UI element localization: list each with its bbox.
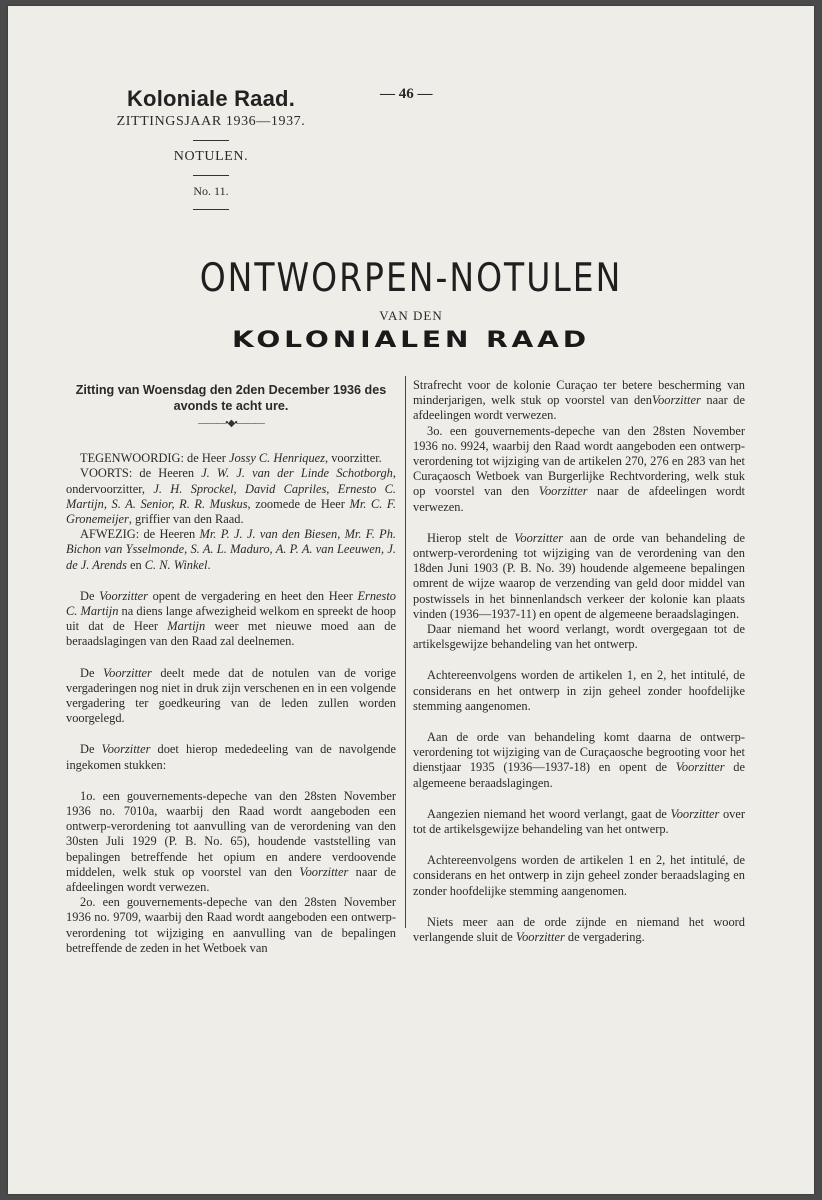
paragraph: Achtereenvolgens worden de artikelen 1 en 2, het intitulé, de considerans en het ontwerp in zijn geheel zonder beraadslaging en zonder hoofdelijke stemming aangenomen. [413,853,745,898]
left-column [66,378,396,956]
session-heading: Zitting van Woensdag den 2den December 1936 des avonds te acht ure. [75,383,387,413]
paragraph: 2o. een gouvernements-depeche van den 28sten November 1936 no. 9709, waarbij den Raad wordt aangeboden een ontwerp-verordening tot wijziging en aanvulling van de bepalingen betreffende de zeden in het Wetboek van [66,895,396,955]
divider [193,209,229,210]
paragraph: 1o. een gouvernements-depeche van den 28sten November 1936 no. 7010a, waarbij den Raad wordt aangeboden een ontwerp-verordening tot aanvulling van de verordening van den 30sten Juli 1929 (P. B. No. 65), houdende vaststelling van bepalingen betreffende het opium en andere verdoovende middelen, welk stuk op voorstel van den Voorzitter naar de afdeelingen wordt verwezen. [66,788,396,895]
paragraph: 3o. een gouvernements-depeche van den 28sten November 1936 no. 9924, waarbij den Raad wordt aangeboden een ontwerp-verordening tot wijziging van de artikelen 270, 276 en 283 van het Curaçaosch Wetboek van Burgerlijke Rechtvordering, welk stuk op voorstel van den Voorzitter naar de afdeelingen wordt verwezen. [413,423,746,514]
paragraph: Aan de orde van behandeling komt daarna de ontwerp-verordening tot wijziging van de Curaçaosche begrooting voor het dienstjaar 1935 (1936—1937-18) en opent de Voorzitter de algemeene beraadslagingen. [413,730,745,790]
column-divider [405,376,406,928]
paragraph: Niets meer aan de orde zijnde en niemand het woord verlangende sluit de Voorzitter de vergadering. [413,914,745,945]
paragraph: Strafrecht voor de kolonie Curaçao ter betere bescherming van minderjarigen, welk stuk op voorstel van denVoorzitter naar de afdeelingen wordt verwezen. [413,378,745,423]
paragraph: Hierop stelt de Voorzitter aan de orde van behandeling de ontwerp-verordening tot wijziging van de verordening van den 18den Juni 1903 (P. B. No. 39) houdende algemeene bepalingen omrent de wijze waarop de verzending van geld door middel van postwissels in het binnenlandsch verkeer der kolonie kan plaats vinden (1936—1937-11) en opent de algemeene beraadslagingen. [413,530,745,621]
paragraph: Aangezien niemand het woord verlangt, gaat de Voorzitter over tot de artikelsgewijze behandeling van het ontwerp. [413,806,745,837]
divider [193,140,229,141]
minutes-label: NOTULEN. [173,149,249,164]
divider [193,175,229,176]
paragraph: De Voorzitter opent de vergadering en heet den Heer Ernesto C. Martijn na diens lange afwezigheid welkom en spreekt de hoop uit dat de Heer Martijn weer met nieuwe moed aan de beraadslagingen van den Raad zal deelnemen. [66,588,396,649]
session-year: ZITTINGSJAAR 1936—1937. [116,114,306,129]
paragraph: De Voorzitter doet hierop mededeeling van de navolgende ingekomen stukken: [66,742,396,772]
council-banner: KOLONIALEN RAAD [231,328,590,353]
ornament-divider: ———•◆•——— [198,418,264,429]
attendance-further: VOORTS: de Heeren J. W. J. van der Linde Schotborgh, ondervoorzitter, J. H. Sprockel, David Capriles, Ernesto C. Martijn, S. A. Senior, R. R. Muskus, zoomede de Heer Mr. C. F. Gronemeijer, griffier van den Raad. [66,466,396,527]
attendance-absent: AFWEZIG: de Heeren Mr. P. J. J. van den Biesen, Mr. F. Ph. Bichon van Ysselmonde, S. A. L. Maduro, A. P. A. van Leeuwen, J. de J. Arends en C. N. Winkel. [66,527,396,572]
right-column [413,378,745,945]
document-title: ONTWORPEN-NOTULEN [199,254,623,301]
header-block [96,86,326,218]
minutes-number: No. 11. [193,184,229,198]
council-title: Koloniale Raad. [126,86,296,111]
paragraph: Achtereenvolgens worden de artikelen 1, en 2, het intitulé, de considerans en het ontwerp in zijn geheel zonder hoofdelijke stemming aangenomen. [413,668,745,713]
paragraph: De Voorzitter deelt mede dat de notulen van de vorige vergaderingen nog niet in druk zijn verschenen en in een volgende vergadering ter goedkeuring van de leden zullen worden voorgelegd. [66,665,396,726]
paragraph: Daar niemand het woord verlangt, wordt overgegaan tot de artikelsgewijze behandeling van het ontwerp. [413,622,745,652]
page-number: — 46 — [380,86,433,102]
title-subline: VAN DEN [379,308,443,323]
document-page [8,6,814,1194]
attendance-present: TEGENWOORDIG: de Heer Jossy C. Henriquez, voorzitter. [80,451,382,466]
